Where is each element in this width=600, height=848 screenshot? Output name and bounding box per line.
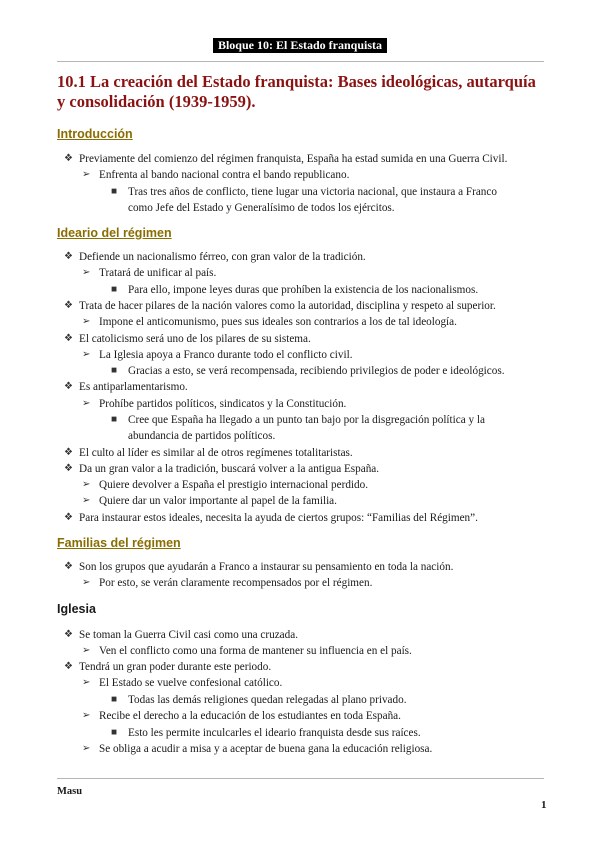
bullet-l1: ❖ xyxy=(64,251,73,262)
list-item: Impone el anticomunismo, pues sus ideales son contrarios a los de tal ideología. xyxy=(99,316,457,328)
list-item: El Estado se vuelve confesional católico. xyxy=(99,677,283,689)
document-title: 10.1 La creación del Estado franquista: Bases ideológicas, autarquía y consolidación (1939-1959). xyxy=(57,72,536,111)
list-item-continuation: como Jefe del Estado y Generalísimo de todos los ejércitos. xyxy=(128,202,395,214)
bullet-l2: ➢ xyxy=(82,349,91,360)
chapter-banner: Bloque 10: El Estado franquista xyxy=(213,38,387,53)
list-item: Tendrá un gran poder durante este periodo. xyxy=(79,661,272,673)
bullet-l3: ■ xyxy=(111,414,118,425)
bullet-l1: ❖ xyxy=(64,463,73,474)
bullet-l2: ➢ xyxy=(82,577,91,588)
list-item: Previamente del comienzo del régimen franquista, España ha estad sumida en una Guerra Civil. xyxy=(79,153,508,165)
list-item: La Iglesia apoya a Franco durante todo el conflicto civil. xyxy=(99,349,353,361)
bullet-l3: ■ xyxy=(111,727,118,738)
bullet-l2: ➢ xyxy=(82,267,91,278)
footer-divider xyxy=(57,778,544,779)
list-item: Da un gran valor a la tradición, buscará volver a la antigua España. xyxy=(79,463,380,475)
section-heading-ideario: Ideario del régimen xyxy=(57,226,172,240)
list-item-continuation: abundancia de partidos políticos. xyxy=(128,430,276,442)
bullet-l2: ➢ xyxy=(82,398,91,409)
list-item: Prohíbe partidos políticos, sindicatos y la Constitución. xyxy=(99,398,347,410)
section-heading-iglesia: Iglesia xyxy=(57,602,96,616)
page-number: 1 xyxy=(541,799,547,811)
list-item: Ven el conflicto como una forma de mantener su influencia en el país. xyxy=(99,645,412,657)
list-item: Recibe el derecho a la educación de los estudiantes en toda España. xyxy=(99,710,401,722)
list-item: Cree que España ha llegado a un punto tan bajo por la disgregación política y la xyxy=(128,414,485,426)
list-item: Son los grupos que ayudarán a Franco a instaurar su pensamiento en toda la nación. xyxy=(79,561,454,573)
section-heading-introduccion: Introducción xyxy=(57,127,133,141)
list-item: Gracias a esto, se verá recompensada, recibiendo privilegios de poder e ideológicos. xyxy=(128,365,505,377)
bullet-l1: ❖ xyxy=(64,629,73,640)
bullet-l2: ➢ xyxy=(82,677,91,688)
bullet-l2: ➢ xyxy=(82,495,91,506)
bullet-l1: ❖ xyxy=(64,447,73,458)
bullet-l2: ➢ xyxy=(82,710,91,721)
bullet-l1: ❖ xyxy=(64,153,73,164)
bullet-l2: ➢ xyxy=(82,645,91,656)
bullet-l1: ❖ xyxy=(64,661,73,672)
bullet-l2: ➢ xyxy=(82,316,91,327)
list-item: Tratará de unificar al país. xyxy=(99,267,217,279)
bullet-l1: ❖ xyxy=(64,561,73,572)
list-item: Defiende un nacionalismo férreo, con gran valor de la tradición. xyxy=(79,251,366,263)
list-item: Quiere dar un valor importante al papel de la familia. xyxy=(99,495,337,507)
bullet-l1: ❖ xyxy=(64,381,73,392)
section-heading-familias: Familias del régimen xyxy=(57,536,181,550)
list-item: Trata de hacer pilares de la nación valores como la autoridad, disciplina y respeto al superior. xyxy=(79,300,496,312)
list-item: Por esto, se verán claramente recompensados por el régimen. xyxy=(99,577,373,589)
bullet-l2: ➢ xyxy=(82,169,91,180)
bullet-l3: ■ xyxy=(111,694,118,705)
list-item: Es antiparlamentarismo. xyxy=(79,381,188,393)
top-divider xyxy=(57,61,544,62)
bullet-l3: ■ xyxy=(111,186,118,197)
list-item: El catolicismo será uno de los pilares de su sistema. xyxy=(79,333,311,345)
footer-author: Masu xyxy=(57,786,83,797)
list-item: Quiere devolver a España el prestigio internacional perdido. xyxy=(99,479,369,491)
list-item: El culto al líder es similar al de otros regímenes totalitaristas. xyxy=(79,447,353,459)
bullet-l1: ❖ xyxy=(64,333,73,344)
list-item: Enfrenta al bando nacional contra el bando republicano. xyxy=(99,169,350,181)
list-item: Tras tres años de conflicto, tiene lugar una victoria nacional, que instaura a Franco xyxy=(128,186,497,198)
list-item: Se toman la Guerra Civil casi como una cruzada. xyxy=(79,629,299,641)
list-item: Para ello, impone leyes duras que prohíben la existencia de los nacionalismos. xyxy=(128,284,479,296)
bullet-l3: ■ xyxy=(111,365,118,376)
list-item: Se obliga a acudir a misa y a aceptar de buena gana la educación religiosa. xyxy=(99,743,433,755)
bullet-l2: ➢ xyxy=(82,743,91,754)
list-item: Esto les permite inculcarles el ideario franquista desde sus raíces. xyxy=(128,727,421,739)
list-item: Todas las demás religiones quedan relegadas al plano privado. xyxy=(128,694,407,706)
bullet-l2: ➢ xyxy=(82,479,91,490)
bullet-l3: ■ xyxy=(111,284,118,295)
list-item: Para instaurar estos ideales, necesita la ayuda de ciertos grupos: “Familias del Régimen”. xyxy=(79,512,478,524)
bullet-l1: ❖ xyxy=(64,512,73,523)
bullet-l1: ❖ xyxy=(64,300,73,311)
